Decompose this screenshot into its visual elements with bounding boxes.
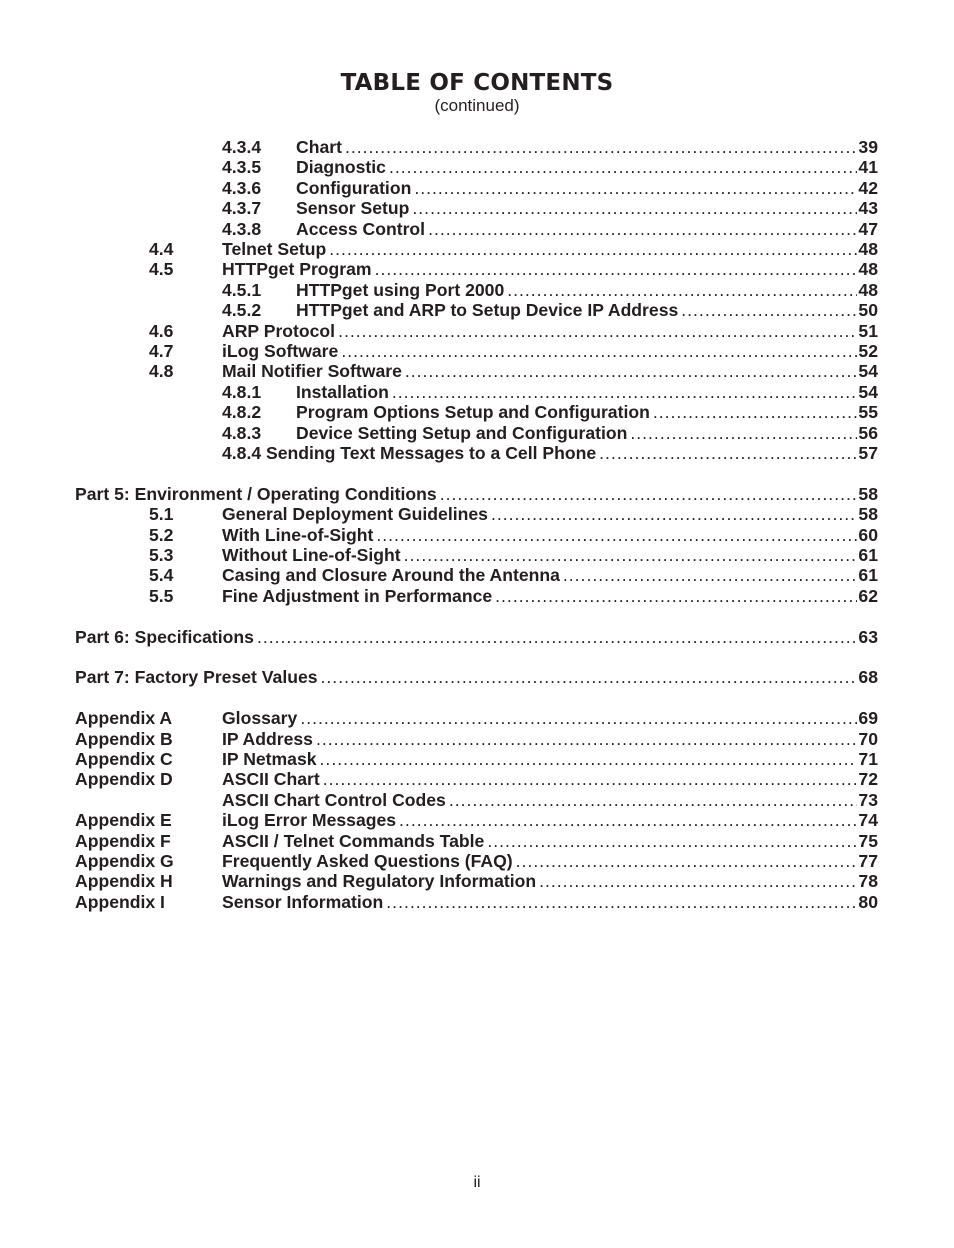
toc-entry[interactable] [0, 831, 954, 851]
toc-entry-page: 71 [858, 749, 878, 769]
toc-entry[interactable] [0, 382, 954, 402]
toc-dot-leader [345, 137, 857, 157]
toc-entry-page: 48 [858, 259, 878, 280]
toc-dot-leader [539, 871, 857, 891]
toc-entry-page: 62 [858, 585, 878, 606]
toc-entry-page: 58 [858, 504, 878, 525]
toc-entry-page: 48 [858, 239, 878, 259]
page-title: TABLE OF CONTENTS [340, 70, 614, 96]
toc-entry-number: 4.4 [149, 239, 174, 259]
toc-entry[interactable] [0, 871, 954, 891]
toc-dot-leader [300, 708, 857, 728]
toc-dot-leader [487, 831, 857, 851]
toc-entry-page: 77 [858, 851, 878, 871]
toc-dot-leader [414, 178, 857, 198]
toc-entry-page: 61 [858, 545, 878, 565]
toc-entry-title: IP Netmask [222, 749, 317, 769]
toc-entry-page: 47 [858, 218, 878, 239]
toc-entry-page: 42 [858, 177, 878, 198]
toc-entry-title: Access Control [296, 218, 426, 239]
toc-entry-title: ASCII / Telnet Commands Table [222, 830, 485, 851]
toc-entry[interactable] [0, 259, 954, 279]
toc-entry-number: 4.3.5 [222, 157, 262, 178]
toc-entry-number: Appendix E [75, 810, 172, 831]
toc-entry-page: 58 [858, 483, 878, 504]
page-subtitle: (continued) [434, 96, 520, 115]
toc-dot-leader [412, 198, 857, 218]
toc-entry-page: 73 [858, 789, 878, 810]
toc-dot-leader [316, 729, 857, 749]
toc-entry[interactable] [0, 239, 954, 259]
toc-entry[interactable] [0, 810, 954, 830]
toc-entry[interactable] [0, 729, 954, 749]
toc-entry[interactable] [0, 504, 954, 524]
toc-entry-page: 63 [858, 626, 878, 647]
toc-entry-title: Diagnostic [296, 157, 386, 178]
toc-entry-title: Casing and Closure Around the Antenna [222, 565, 560, 586]
toc-entry-page: 50 [858, 300, 878, 321]
toc-entry-title: Sensor Setup [296, 198, 410, 219]
toc-dot-leader [491, 504, 857, 524]
toc-entry-number: 4.8.1 [222, 381, 262, 402]
toc-entry-page: 68 [858, 667, 878, 688]
toc-entry-number: Appendix A [75, 708, 173, 729]
toc-dot-leader [495, 586, 857, 606]
toc-dot-leader [323, 769, 858, 789]
toc-dot-leader [449, 790, 858, 810]
toc-entry-number: 4.8 [149, 361, 174, 382]
toc-entry-title: iLog Software [222, 341, 339, 361]
toc-entry[interactable] [0, 627, 954, 647]
toc-entry[interactable] [0, 321, 954, 341]
toc-entry-page: 48 [858, 279, 878, 300]
toc-entry[interactable] [0, 300, 954, 320]
toc-dot-leader [428, 219, 857, 239]
toc-dot-leader [321, 667, 858, 687]
toc-entry-title: Part 5: Environment / Operating Conditions [75, 483, 437, 504]
toc-dot-leader [329, 239, 857, 259]
toc-entry-title: HTTPget using Port 2000 [296, 279, 505, 300]
page-number-footer: ii [473, 1174, 481, 1191]
toc-dot-leader [320, 749, 858, 769]
toc-entry[interactable] [0, 790, 954, 810]
toc-entry[interactable] [0, 667, 954, 687]
toc-entry-title: Fine Adjustment in Performance [222, 585, 493, 606]
toc-entry-page: 55 [858, 402, 878, 423]
toc-entry[interactable] [0, 708, 954, 728]
toc-dot-leader [507, 280, 857, 300]
toc-dot-leader [399, 810, 857, 830]
toc-entry[interactable] [0, 769, 954, 789]
toc-entry[interactable] [0, 361, 954, 381]
toc-dot-leader [440, 484, 858, 504]
toc-entry-title: Program Options Setup and Configuration [296, 402, 650, 423]
toc-entry-number: Appendix B [75, 728, 173, 749]
toc-entry-page: 80 [858, 891, 878, 912]
toc-entry-page: 61 [858, 565, 878, 586]
toc-entry-page: 70 [858, 728, 878, 749]
toc-entry[interactable] [0, 586, 954, 606]
toc-entry[interactable] [0, 157, 954, 177]
toc-dot-leader [341, 341, 857, 361]
toc-dot-leader [338, 321, 857, 341]
toc-entry-page: 56 [858, 422, 878, 443]
toc-entry-page: 78 [858, 871, 878, 892]
toc-entry-title: Device Setting Setup and Configuration [296, 422, 628, 443]
toc-entry-page: 74 [858, 810, 878, 831]
toc-entry-title: HTTPget Program [222, 259, 372, 280]
toc-entry[interactable] [0, 484, 954, 504]
toc-entry-number: 4.8.2 [222, 402, 262, 423]
toc-entry[interactable] [0, 423, 954, 443]
toc-entry-title: Frequently Asked Questions (FAQ) [222, 851, 513, 871]
toc-entry-title: Glossary [222, 708, 298, 729]
toc-entry-page: 69 [858, 708, 878, 729]
toc-entry-page: 41 [858, 157, 878, 178]
toc-entry-page: 52 [858, 341, 878, 361]
toc-entry[interactable] [0, 443, 954, 463]
toc-entry-number: Appendix F [75, 830, 171, 851]
toc-entry-title: Part 6: Specifications [75, 626, 254, 647]
toc-dot-leader [599, 443, 857, 463]
toc-entry-number: 4.8.3 [222, 422, 262, 443]
toc-entry[interactable] [0, 892, 954, 912]
toc-entry[interactable] [0, 219, 954, 239]
toc-dot-leader [630, 423, 857, 443]
toc-entry[interactable] [0, 749, 954, 769]
toc-entry-title: Sensor Information [222, 891, 384, 912]
toc-entry-number: 4.7 [149, 341, 174, 361]
toc-entry-title: With Line-of-Sight [222, 524, 374, 545]
toc-entry-title: Chart [296, 137, 342, 157]
toc-entry-number: 5.2 [149, 524, 174, 545]
toc-entry-title: General Deployment Guidelines [222, 504, 488, 525]
toc-entry-number: Appendix H [75, 871, 173, 892]
toc-entry-number: 5.3 [149, 545, 174, 565]
toc-entry-page: 54 [858, 361, 878, 382]
toc-entry-title: Telnet Setup [222, 239, 327, 259]
toc-entry-number: 4.5 [149, 259, 174, 280]
toc-entry-title: ARP Protocol [222, 320, 336, 341]
toc-dot-leader [386, 892, 857, 912]
toc-dot-leader [405, 361, 858, 381]
toc-entry-title: IP Address [222, 728, 313, 749]
toc-entry-title: 4.8.4 Sending Text Messages to a Cell Phone [222, 443, 597, 463]
toc-dot-leader [404, 545, 858, 565]
toc-entry-title: ASCII Chart Control Codes [222, 789, 446, 810]
toc-entry-number: Appendix I [75, 891, 165, 912]
toc-dot-leader [563, 565, 858, 585]
toc-entry[interactable] [0, 545, 954, 565]
toc-entry-title: Part 7: Factory Preset Values [75, 667, 318, 688]
toc-entry-title: Without Line-of-Sight [222, 545, 401, 565]
toc-entry-number: 5.1 [149, 504, 174, 525]
toc-entry-page: 72 [858, 769, 878, 790]
toc-entry[interactable] [0, 198, 954, 218]
toc-entry-title: ASCII Chart [222, 769, 320, 790]
toc-entry-title: Configuration [296, 177, 412, 198]
toc-entry-number: 4.3.8 [222, 218, 262, 239]
toc-entry[interactable] [0, 851, 954, 871]
toc-entry-number: 4.3.7 [222, 198, 262, 219]
toc-entry-number: 4.3.4 [222, 137, 262, 157]
toc-dot-leader [257, 627, 857, 647]
toc-entry[interactable] [0, 341, 954, 361]
toc-entry-number: 4.3.6 [222, 177, 262, 198]
toc-entry[interactable] [0, 137, 954, 157]
toc-entry-page: 54 [858, 381, 878, 402]
toc-entry-title: Warnings and Regulatory Information [222, 871, 537, 892]
toc-dot-leader [389, 157, 857, 177]
toc-dot-leader [392, 382, 858, 402]
toc-entry-page: 39 [858, 137, 878, 157]
toc-entry-title: Mail Notifier Software [222, 361, 402, 382]
toc-entry-number: 4.5.2 [222, 300, 262, 321]
toc-entry[interactable] [0, 178, 954, 198]
toc-dot-leader [516, 851, 858, 871]
toc-dot-leader [681, 300, 857, 320]
toc-entry-number: 5.5 [149, 585, 174, 606]
toc-entry-title: iLog Error Messages [222, 810, 397, 831]
toc-entry[interactable] [0, 402, 954, 422]
toc-entry-page: 57 [858, 443, 878, 463]
toc-entry-title: HTTPget and ARP to Setup Device IP Address [296, 300, 679, 321]
toc-entry-page: 60 [858, 524, 878, 545]
toc-entry[interactable] [0, 280, 954, 300]
toc-entry-number: 4.6 [149, 320, 174, 341]
toc-dot-leader [376, 525, 857, 545]
toc-dot-leader [375, 259, 858, 279]
toc-entry-number: 4.5.1 [222, 279, 262, 300]
toc-entry-number: Appendix C [75, 749, 173, 769]
toc-entry-title: Installation [296, 381, 389, 402]
toc-dot-leader [653, 402, 858, 422]
toc-entry[interactable] [0, 565, 954, 585]
toc-entry-number: Appendix D [75, 769, 173, 790]
toc-entry[interactable] [0, 525, 954, 545]
toc-entry-page: 75 [858, 830, 878, 851]
toc-entry-number: Appendix G [75, 851, 174, 871]
toc-entry-page: 43 [858, 198, 878, 219]
toc-entry-page: 51 [858, 320, 878, 341]
toc-entry-number: 5.4 [149, 565, 174, 586]
